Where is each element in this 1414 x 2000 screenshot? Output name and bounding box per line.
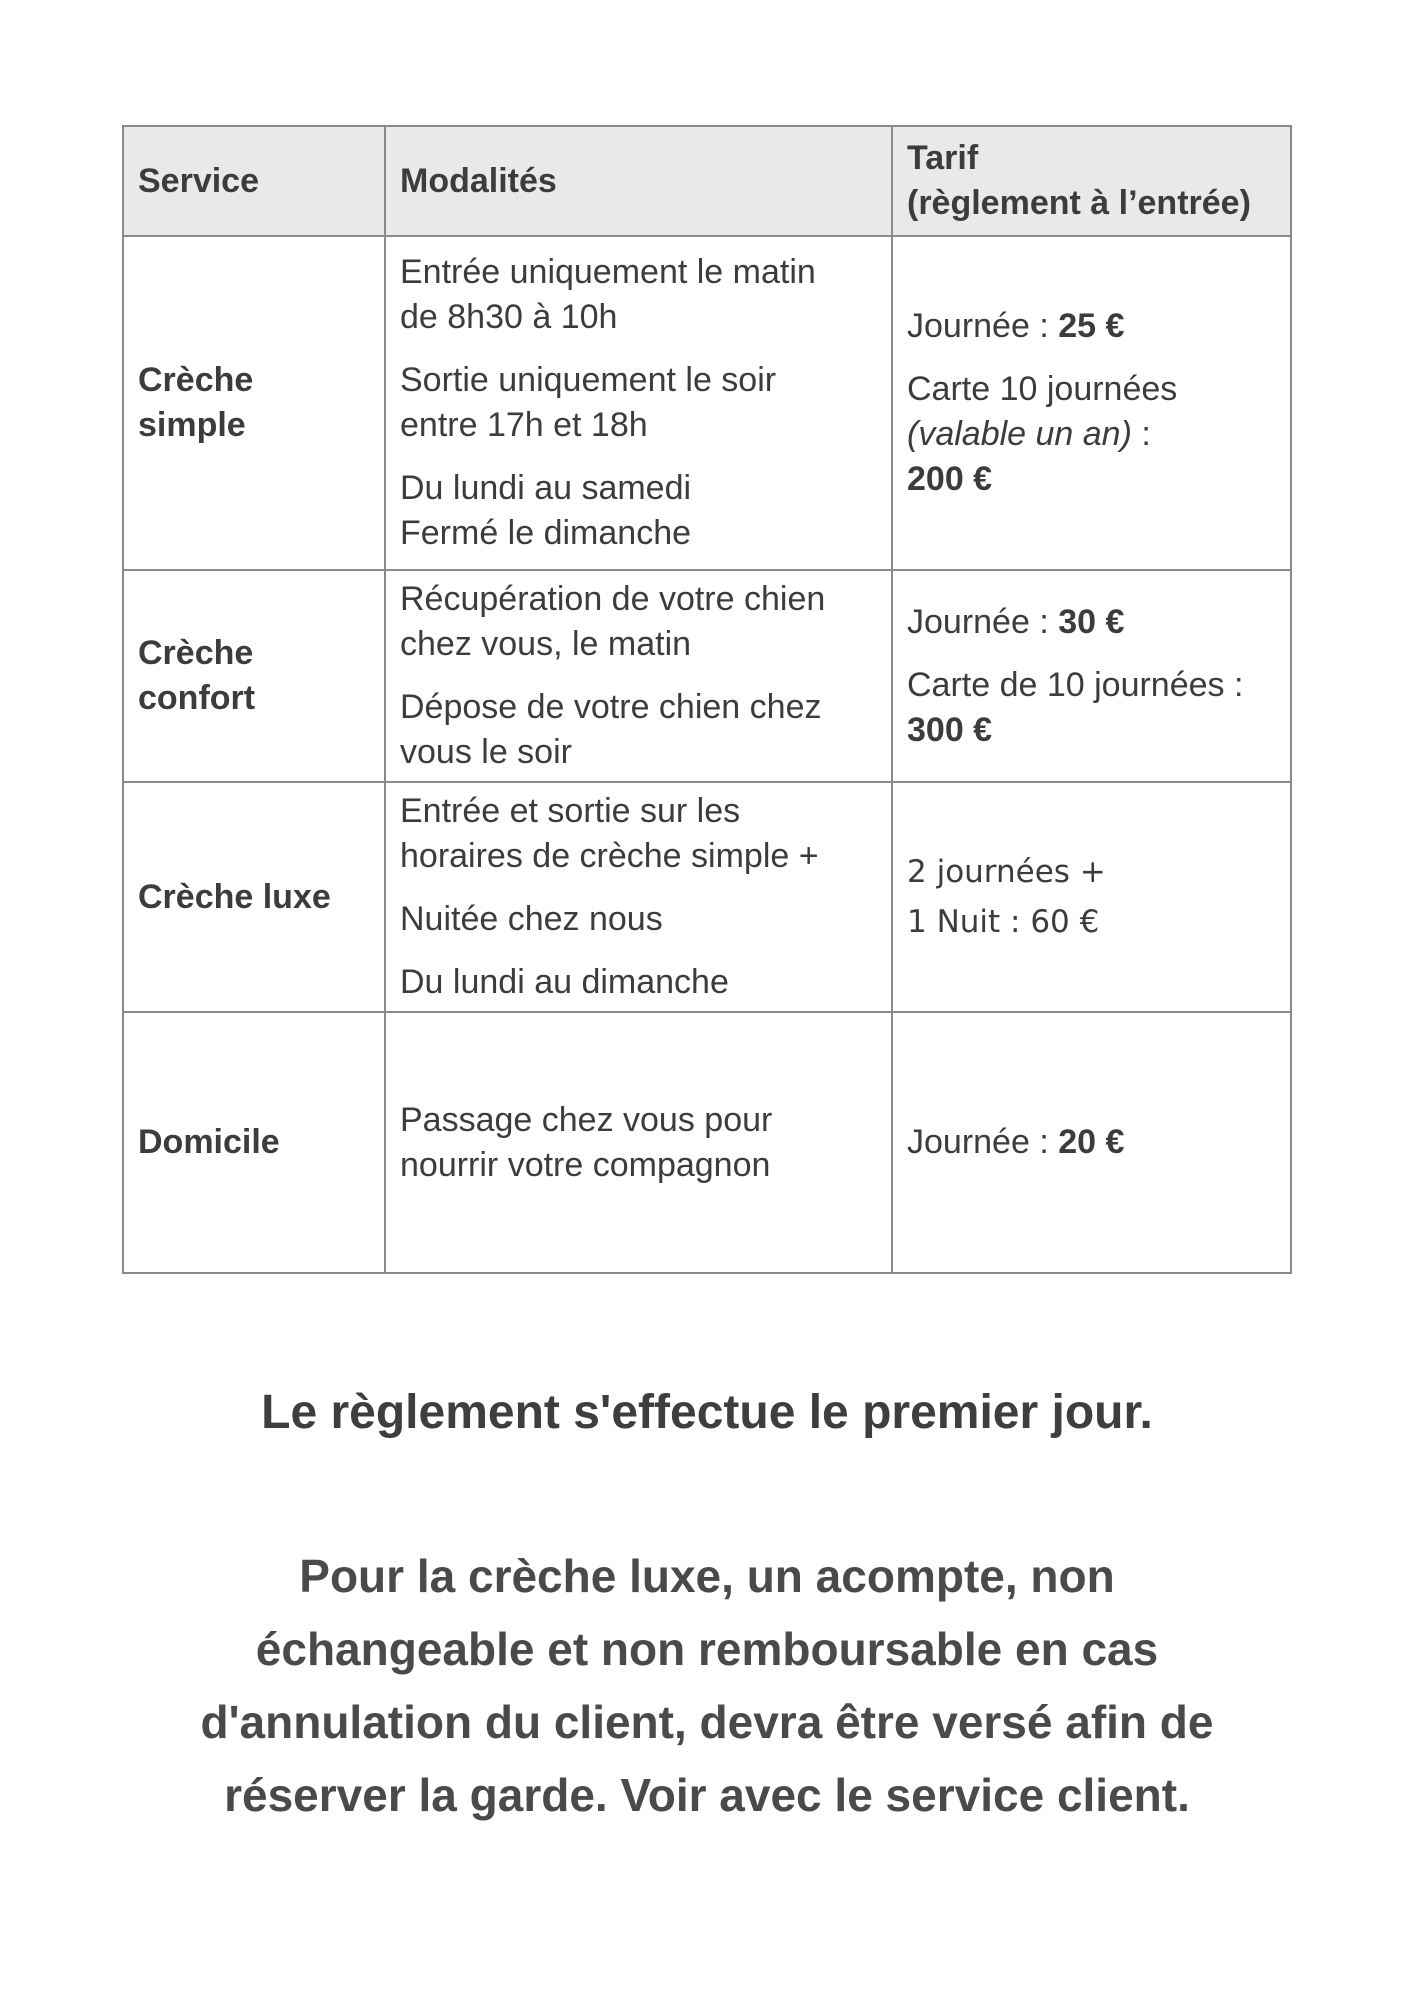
modalites-cell: [385, 236, 892, 570]
tarif-cell: [892, 570, 1291, 782]
tarif-card: Carte 10 journées (valable un an) : 200 €: [907, 370, 1178, 498]
tarif-cell: [892, 1012, 1291, 1273]
modalite-paragraph: Entrée et sortie sur les horaires de crèche simple +: [400, 792, 819, 875]
tarif-day: Journée : 25 €: [907, 307, 1125, 345]
modalite-paragraph: Passage chez vous pour nourrir votre compagnon: [400, 1100, 773, 1184]
payment-notice: Le règlement s'effectue le premier jour.: [261, 1386, 1153, 1439]
deposit-notice-line: échangeable et non remboursable en cas: [255, 1623, 1159, 1675]
service-cell: Crèche confort: [123, 570, 385, 782]
modalites-cell: [385, 1012, 892, 1273]
header-service: Service: [123, 126, 385, 236]
service-cell: Crèche luxe: [123, 782, 385, 1012]
modalite-paragraph: Entrée uniquement le matin de 8h30 à 10h: [400, 253, 816, 336]
tarif-cell: [892, 782, 1291, 1012]
tarif-line: 1 Nuit : 60 €: [907, 904, 1100, 940]
deposit-notice-line: Pour la crèche luxe, un acompte, non: [299, 1550, 1115, 1602]
deposit-notice-line: réserver la garde. Voir avec le service client.: [224, 1769, 1190, 1821]
modalite-paragraph: Sortie uniquement le soir entre 17h et 18h: [400, 361, 777, 444]
service-cell: Domicile: [123, 1012, 385, 1273]
tarif-day: Journée : 20 €: [907, 1123, 1125, 1161]
modalites-cell: [385, 782, 892, 1012]
modalite-paragraph: Du lundi au dimanche: [400, 963, 729, 1001]
tarif-card: Carte de 10 journées : 300 €: [907, 665, 1244, 749]
modalites-cell: [385, 570, 892, 782]
modalite-paragraph: Dépose de votre chien chez vous le soir: [400, 688, 822, 771]
pricing-table: [122, 125, 1292, 1274]
table-header-row: [123, 126, 1291, 236]
table-row: [123, 1012, 1291, 1273]
tarif-line: 2 journées +: [907, 854, 1106, 890]
service-cell: Crèche simple: [123, 236, 385, 570]
modalite-paragraph: Nuitée chez nous: [400, 900, 663, 938]
modalite-paragraph: Récupération de votre chien chez vous, le matin: [400, 580, 826, 663]
deposit-notice-line: d'annulation du client, devra être versé afin de: [200, 1696, 1214, 1748]
table-row: [123, 782, 1291, 1012]
table-row: [123, 570, 1291, 782]
modalite-paragraph: Du lundi au samedi Fermé le dimanche: [400, 469, 692, 552]
tarif-day: Journée : 30 €: [907, 602, 1125, 641]
header-tarif: Tarif (règlement à l’entrée): [892, 126, 1291, 236]
header-modalites: Modalités: [385, 126, 892, 236]
table-row: [123, 236, 1291, 570]
tarif-cell: [892, 236, 1291, 570]
deposit-notice: [100, 1540, 1314, 1832]
